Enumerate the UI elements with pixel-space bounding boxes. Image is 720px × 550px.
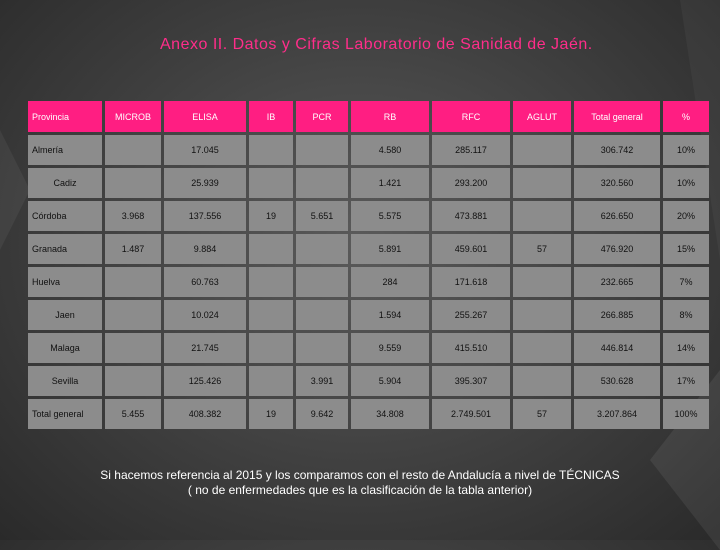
cell <box>296 300 348 330</box>
cell: 395.307 <box>432 366 510 396</box>
table-row <box>28 234 709 264</box>
cell <box>513 366 571 396</box>
col-header-aglut: AGLUT <box>513 101 571 132</box>
cell <box>296 135 348 165</box>
cell-provincia: Huelva <box>28 267 102 297</box>
caption-line-2: ( no de enfermedades que es la clasificación de la tabla anterior) <box>187 483 533 497</box>
cell: 476.920 <box>574 234 660 264</box>
cell: 2.749.501 <box>432 399 510 429</box>
cell: 1.487 <box>105 234 161 264</box>
col-header-rfc: RFC <box>432 101 510 132</box>
cell: 293.200 <box>432 168 510 198</box>
cell-provincia: Cadiz <box>28 168 102 198</box>
cell: 4.580 <box>351 135 429 165</box>
cell: 1.421 <box>351 168 429 198</box>
cell: 7% <box>663 267 709 297</box>
data-table <box>25 98 712 432</box>
cell: 232.665 <box>574 267 660 297</box>
cell: 100% <box>663 399 709 429</box>
cell: 9.642 <box>296 399 348 429</box>
caption-text <box>40 468 680 498</box>
cell: 5.651 <box>296 201 348 231</box>
cell: 20% <box>663 201 709 231</box>
cell: 5.891 <box>351 234 429 264</box>
cell-provincia: Total general <box>28 399 102 429</box>
cell <box>249 333 293 363</box>
cell: 57 <box>513 399 571 429</box>
cell: 408.382 <box>164 399 246 429</box>
cell: 17.045 <box>164 135 246 165</box>
cell <box>513 168 571 198</box>
cell: 320.560 <box>574 168 660 198</box>
cell: 5.455 <box>105 399 161 429</box>
slide-title: Anexo II. Datos y Cifras Laboratorio de Sanidad de Jaén. <box>160 36 593 53</box>
cell: 626.650 <box>574 201 660 231</box>
cell <box>513 135 571 165</box>
cell-provincia: Granada <box>28 234 102 264</box>
cell <box>249 267 293 297</box>
cell <box>296 168 348 198</box>
table-row <box>28 135 709 165</box>
cell <box>105 168 161 198</box>
cell: 3.968 <box>105 201 161 231</box>
cell-provincia: Sevilla <box>28 366 102 396</box>
cell <box>105 300 161 330</box>
cell <box>105 366 161 396</box>
col-header-rb: RB <box>351 101 429 132</box>
cell: 14% <box>663 333 709 363</box>
table-row <box>28 267 709 297</box>
cell: 266.885 <box>574 300 660 330</box>
cell-provincia: Malaga <box>28 333 102 363</box>
cell: 19 <box>249 399 293 429</box>
cell <box>513 333 571 363</box>
cell: 10.024 <box>164 300 246 330</box>
cell: 8% <box>663 300 709 330</box>
caption-line-1: Si hacemos referencia al 2015 y los comparamos con el resto de Andalucía a nivel de TÉCNICAS <box>100 468 620 482</box>
col-header-microb: MICROB <box>105 101 161 132</box>
cell <box>249 135 293 165</box>
cell: 3.991 <box>296 366 348 396</box>
cell: 34.808 <box>351 399 429 429</box>
cell <box>105 267 161 297</box>
cell: 125.426 <box>164 366 246 396</box>
cell: 19 <box>249 201 293 231</box>
cell: 137.556 <box>164 201 246 231</box>
cell: 459.601 <box>432 234 510 264</box>
cell <box>249 366 293 396</box>
cell: 15% <box>663 234 709 264</box>
col-header-total: Total general <box>574 101 660 132</box>
cell: 60.763 <box>164 267 246 297</box>
cell: 285.117 <box>432 135 510 165</box>
cell: 255.267 <box>432 300 510 330</box>
col-header-elisa: ELISA <box>164 101 246 132</box>
cell: 5.904 <box>351 366 429 396</box>
col-header-ib: IB <box>249 101 293 132</box>
cell: 9.559 <box>351 333 429 363</box>
cell: 284 <box>351 267 429 297</box>
cell: 473.881 <box>432 201 510 231</box>
cell <box>105 333 161 363</box>
cell: 415.510 <box>432 333 510 363</box>
cell: 3.207.864 <box>574 399 660 429</box>
col-header-percent: % <box>663 101 709 132</box>
cell: 171.618 <box>432 267 510 297</box>
cell: 25.939 <box>164 168 246 198</box>
total-row <box>28 399 709 429</box>
cell <box>296 333 348 363</box>
col-header-provincia: Provincia <box>28 101 102 132</box>
cell <box>105 135 161 165</box>
table-row <box>28 333 709 363</box>
cell: 1.594 <box>351 300 429 330</box>
cell: 17% <box>663 366 709 396</box>
cell: 21.745 <box>164 333 246 363</box>
header-row <box>28 101 709 132</box>
cell <box>513 300 571 330</box>
cell-provincia: Jaen <box>28 300 102 330</box>
cell <box>249 168 293 198</box>
cell-provincia: Córdoba <box>28 201 102 231</box>
cell <box>249 300 293 330</box>
cell: 57 <box>513 234 571 264</box>
cell: 5.575 <box>351 201 429 231</box>
cell: 10% <box>663 168 709 198</box>
cell: 306.742 <box>574 135 660 165</box>
cell <box>296 267 348 297</box>
col-header-pcr: PCR <box>296 101 348 132</box>
table-row <box>28 201 709 231</box>
table-row <box>28 366 709 396</box>
cell: 446.814 <box>574 333 660 363</box>
cell: 10% <box>663 135 709 165</box>
table-row <box>28 168 709 198</box>
cell <box>513 201 571 231</box>
table-row <box>28 300 709 330</box>
cell-provincia: Almería <box>28 135 102 165</box>
cell <box>513 267 571 297</box>
cell <box>249 234 293 264</box>
cell: 530.628 <box>574 366 660 396</box>
cell <box>296 234 348 264</box>
cell: 9.884 <box>164 234 246 264</box>
